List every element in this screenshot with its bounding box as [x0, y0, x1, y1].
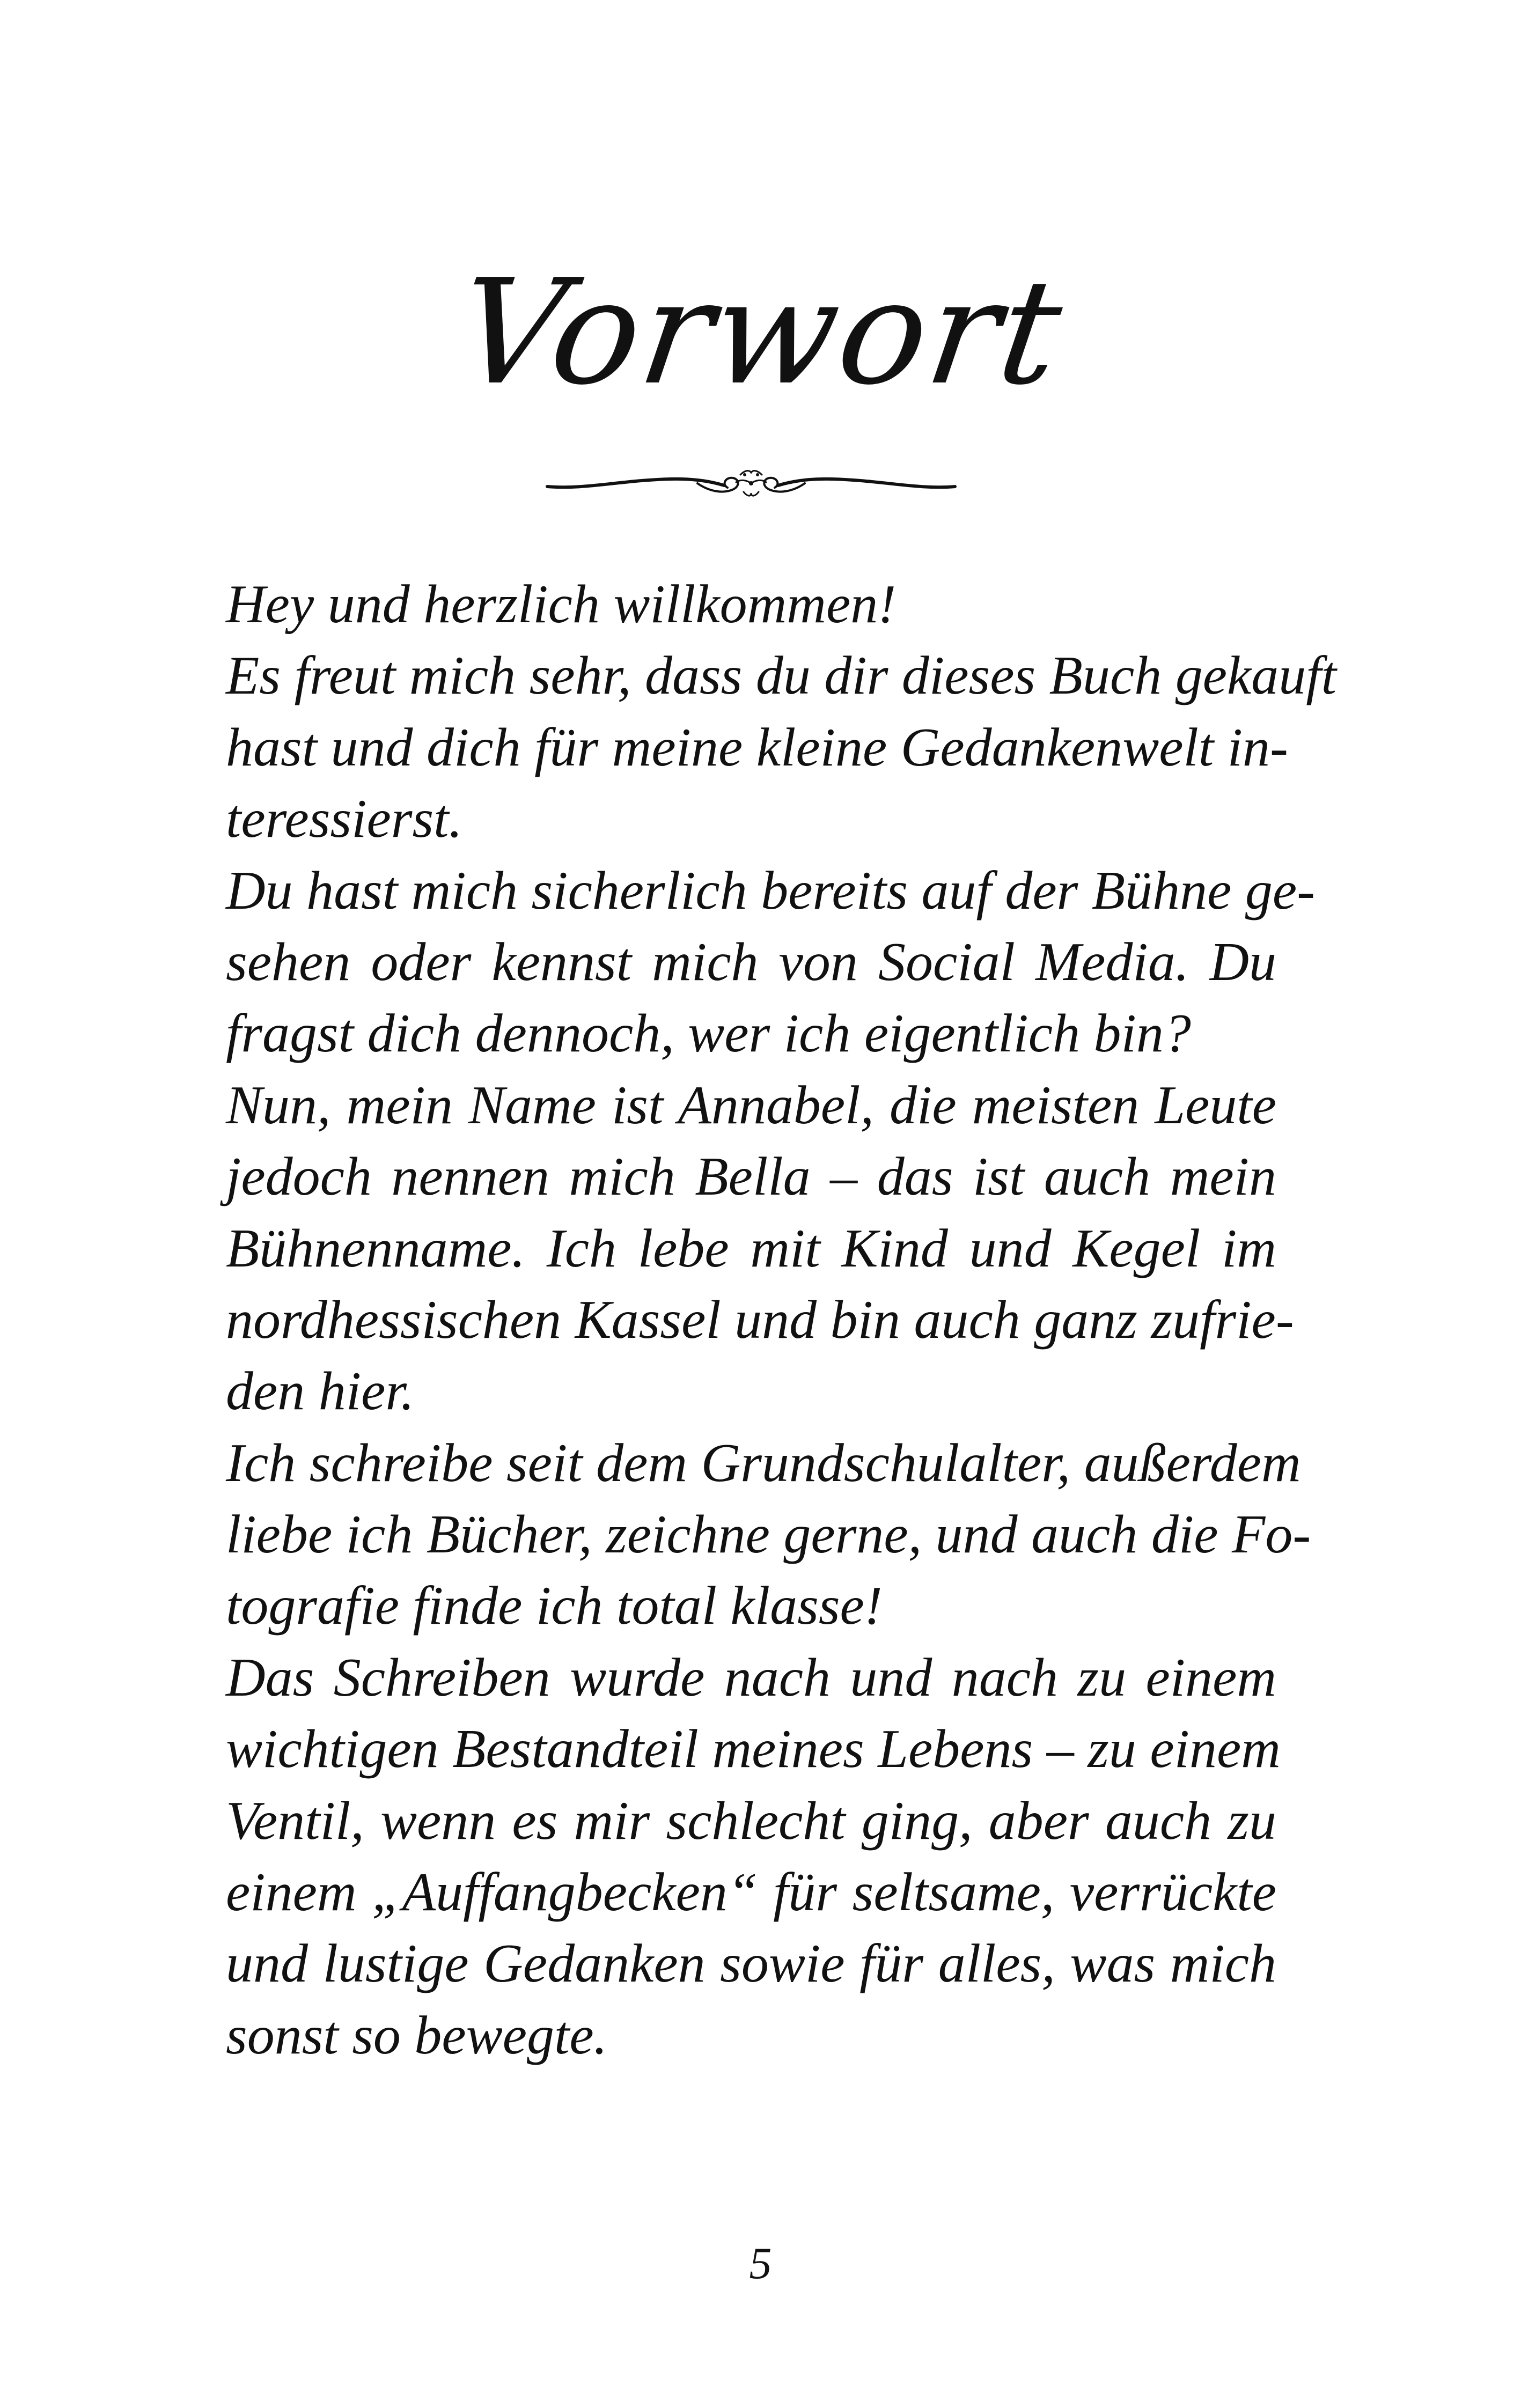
text-line: Ventil, wenn es mir schlecht ging, aber auch zu [226, 1790, 1276, 1851]
text-line: sehen oder kennst mich von Social Media. Du [226, 931, 1276, 992]
text-line: hast und dich für meine kleine Gedankenwelt in- [226, 717, 1288, 778]
text-line: einem „Auffangbecken“ für seltsame, verrückte [226, 1862, 1276, 1923]
text-line: Nun, mein Name ist Annabel, die meisten Leute [226, 1074, 1276, 1136]
text-line: sonst so bewegte. [226, 2005, 608, 2066]
text-line: nordhessischen Kassel und bin auch ganz zufrie- [226, 1289, 1294, 1350]
text-line: liebe ich Bücher, zeichne gerne, und auch die Fo- [226, 1504, 1311, 1565]
text-line: Du hast mich sicherlich bereits auf der Bühne ge- [226, 860, 1316, 921]
text-line: teressierst. [226, 789, 463, 850]
text-line: Das Schreiben wurde nach und nach zu einem [226, 1647, 1276, 1708]
foreword-text [226, 569, 1336, 2071]
text-line: wichtigen Bestandteil meines Lebens – zu einem [226, 1719, 1281, 1780]
text-line: und lustige Gedanken sowie für alles, was mich [226, 1933, 1276, 1994]
text-line: Es freut mich sehr, dass du dir dieses Buch gekauft [226, 645, 1336, 706]
text-line: den hier. [226, 1361, 415, 1422]
text-line: jedoch nennen mich Bella – das ist auch mein [226, 1146, 1276, 1207]
page-number: 5 [749, 2238, 772, 2288]
flourish-divider-icon [537, 459, 966, 510]
text-line: fragst dich dennoch, wer ich eigentlich bin? [226, 1003, 1191, 1064]
text-line: tografie finde ich total klasse! [226, 1575, 883, 1637]
text-line: Hey und herzlich willkommen! [226, 574, 897, 635]
text-line: Ich schreibe seit dem Grundschulalter, außerdem [226, 1432, 1301, 1493]
text-line: Bühnenname. Ich lebe mit Kind und Kegel im [226, 1218, 1276, 1279]
page-title: Vorwort [447, 248, 1074, 417]
